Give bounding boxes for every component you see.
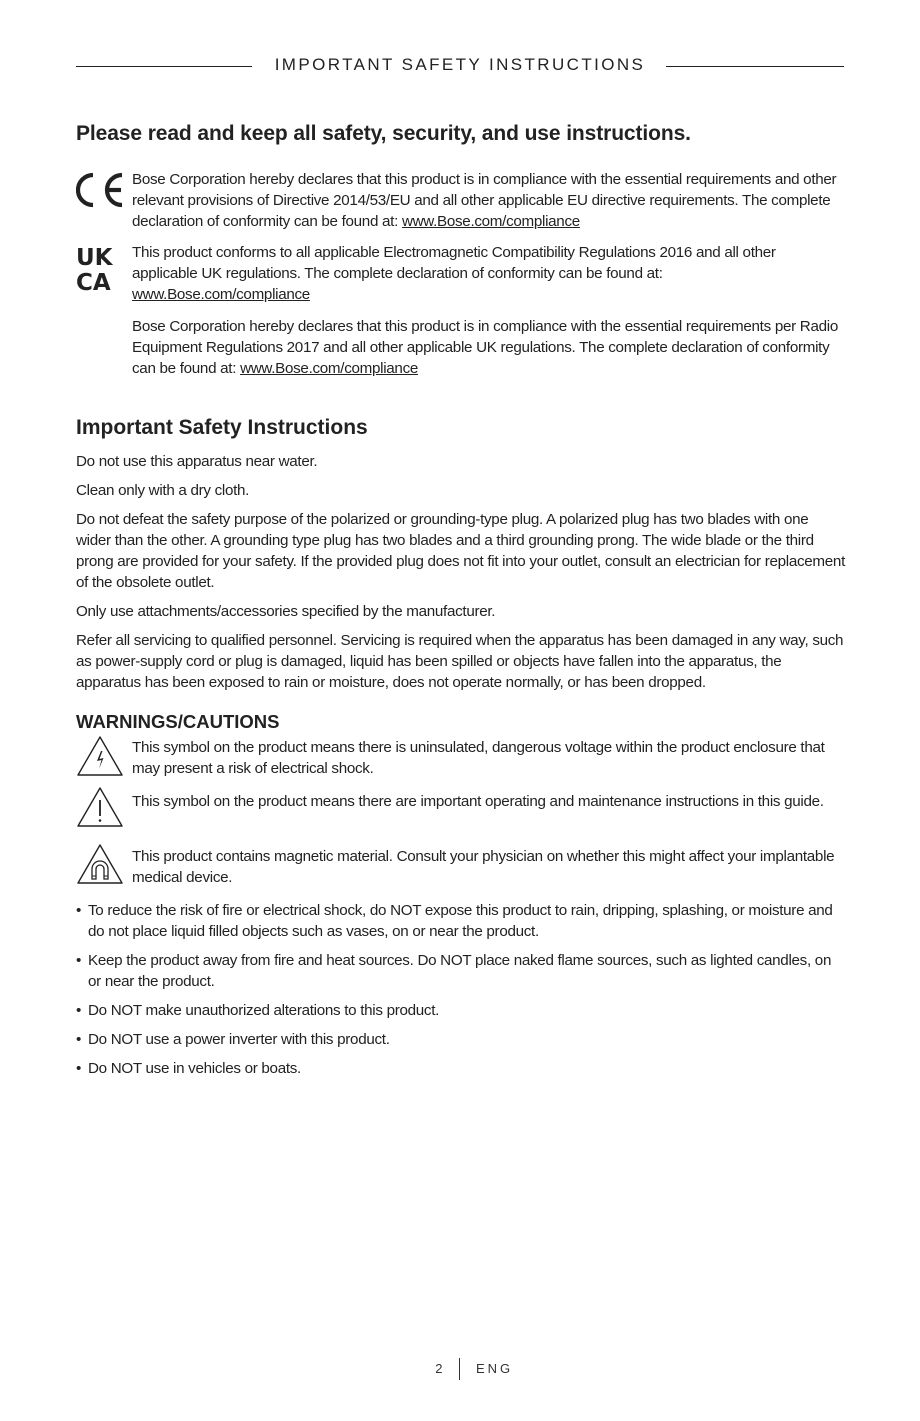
warning-bullet-text: Do NOT use a power inverter with this product. bbox=[88, 1031, 390, 1048]
electrical-shock-warning-icon bbox=[76, 735, 124, 782]
ce-declaration bbox=[132, 169, 844, 232]
ukca-mark-bottom: CA bbox=[76, 270, 111, 294]
safety-paragraph: Refer all servicing to qualified personnel. Servicing is required when the apparatus has been damaged in any way, such as power-supply cord or plug is damaged, liquid has been spilled or objects have fallen into the apparatus, the apparatus has been exposed to rain or moisture, does not operate normally, or has been dropped. bbox=[76, 632, 844, 691]
electrical-shock-warning-text: This symbol on the product means there is uninsulated, dangerous voltage within the product enclosure that may present a risk of electrical shock. bbox=[132, 739, 825, 777]
page-footer bbox=[0, 1358, 920, 1382]
safety-paragraph: Do not defeat the safety purpose of the polarized or grounding-type plug. A polarized plug has two blades with one wider than the other. A grounding type plug has two blades and a third grounding prong. The wide blade or the third prong are provided for your safety. If the provided plug does not fit into your outlet, consult an electrician for replacement of the obsolete outlet. bbox=[76, 511, 845, 591]
ce-compliance-link[interactable]: www.Bose.com/compliance bbox=[401, 213, 580, 230]
warning-bullet bbox=[76, 950, 846, 992]
ce-mark-icon bbox=[76, 172, 126, 213]
warning-bullet bbox=[76, 1029, 846, 1050]
header-rule-left bbox=[76, 66, 252, 67]
warning-bullet-text: To reduce the risk of fire or electrical shock, do NOT expose this product to rain, dripping, splashing, or moisture and do not place liquid filled objects such as vases, on or near the product. bbox=[88, 902, 833, 940]
bullet-marker: • bbox=[76, 952, 82, 969]
header-title: IMPORTANT SAFETY INSTRUCTIONS bbox=[274, 55, 646, 74]
exclamation-warning-text: This symbol on the product means there are important operating and maintenance instructions in this guide. bbox=[132, 793, 824, 810]
ukca-emc-declaration bbox=[132, 242, 844, 305]
footer-divider bbox=[459, 1358, 460, 1380]
language-label: ENG bbox=[476, 1361, 514, 1376]
page-number: 2 bbox=[435, 1361, 444, 1376]
ukca-emc-text: This product conforms to all applicable Electromagnetic Compatibility Regulations 2016 and all other applicable UK regulations. The complete declaration of conformity can be found at: bbox=[132, 244, 776, 282]
main-heading: Please read and keep all safety, security, and use instructions. bbox=[76, 122, 691, 145]
bullet-marker: • bbox=[76, 1060, 82, 1077]
safety-paragraph: Only use attachments/accessories specified by the manufacturer. bbox=[76, 603, 496, 620]
ukca-radio-text: Bose Corporation hereby declares that this product is in compliance with the essential requirements per Radio Equipment Regulations 2017 and all other applicable UK regulations. The complete declaration of conformity can be found at: bbox=[132, 318, 838, 377]
safety-heading: Important Safety Instructions bbox=[76, 416, 368, 439]
ukca-radio-declaration bbox=[132, 316, 844, 379]
magnet-warning-text: This product contains magnetic material. Consult your physician on whether this might affect your implantable medical device. bbox=[132, 848, 835, 886]
warning-bullet-list bbox=[76, 900, 846, 1087]
exclamation-warning-icon bbox=[76, 786, 124, 833]
bullet-marker: • bbox=[76, 1031, 82, 1048]
safety-paragraph: Do not use this apparatus near water. bbox=[76, 453, 318, 470]
magnet-warning-icon bbox=[76, 843, 124, 890]
bullet-marker: • bbox=[76, 1002, 82, 1019]
warning-bullet bbox=[76, 1058, 846, 1079]
safety-paragraph: Clean only with a dry cloth. bbox=[76, 482, 250, 499]
warning-bullet-text: Do NOT use in vehicles or boats. bbox=[88, 1060, 301, 1077]
ukca-radio-link[interactable]: www.Bose.com/compliance bbox=[240, 360, 419, 377]
warning-bullet-text: Do NOT make unauthorized alterations to this product. bbox=[88, 1002, 440, 1019]
ukca-mark-top: UK bbox=[76, 245, 113, 271]
bullet-marker: • bbox=[76, 902, 82, 919]
warning-bullet bbox=[76, 900, 846, 942]
ukca-emc-link[interactable]: www.Bose.com/compliance bbox=[132, 286, 310, 303]
warnings-heading: WARNINGS/CAUTIONS bbox=[76, 711, 280, 732]
warning-bullet bbox=[76, 1000, 846, 1021]
ukca-mark-icon bbox=[76, 244, 124, 299]
header-rule-right bbox=[666, 66, 844, 67]
ce-declaration-text: Bose Corporation hereby declares that this product is in compliance with the essential requirements and other relevant provisions of Directive 2014/53/EU and all other applicable EU directive requirements. The complete declaration of conformity can be found at: bbox=[132, 171, 837, 230]
page-header bbox=[76, 55, 844, 77]
warning-bullet-text: Keep the product away from fire and heat sources. Do NOT place naked flame sources, such as lighted candles, on or near the product. bbox=[88, 952, 832, 990]
